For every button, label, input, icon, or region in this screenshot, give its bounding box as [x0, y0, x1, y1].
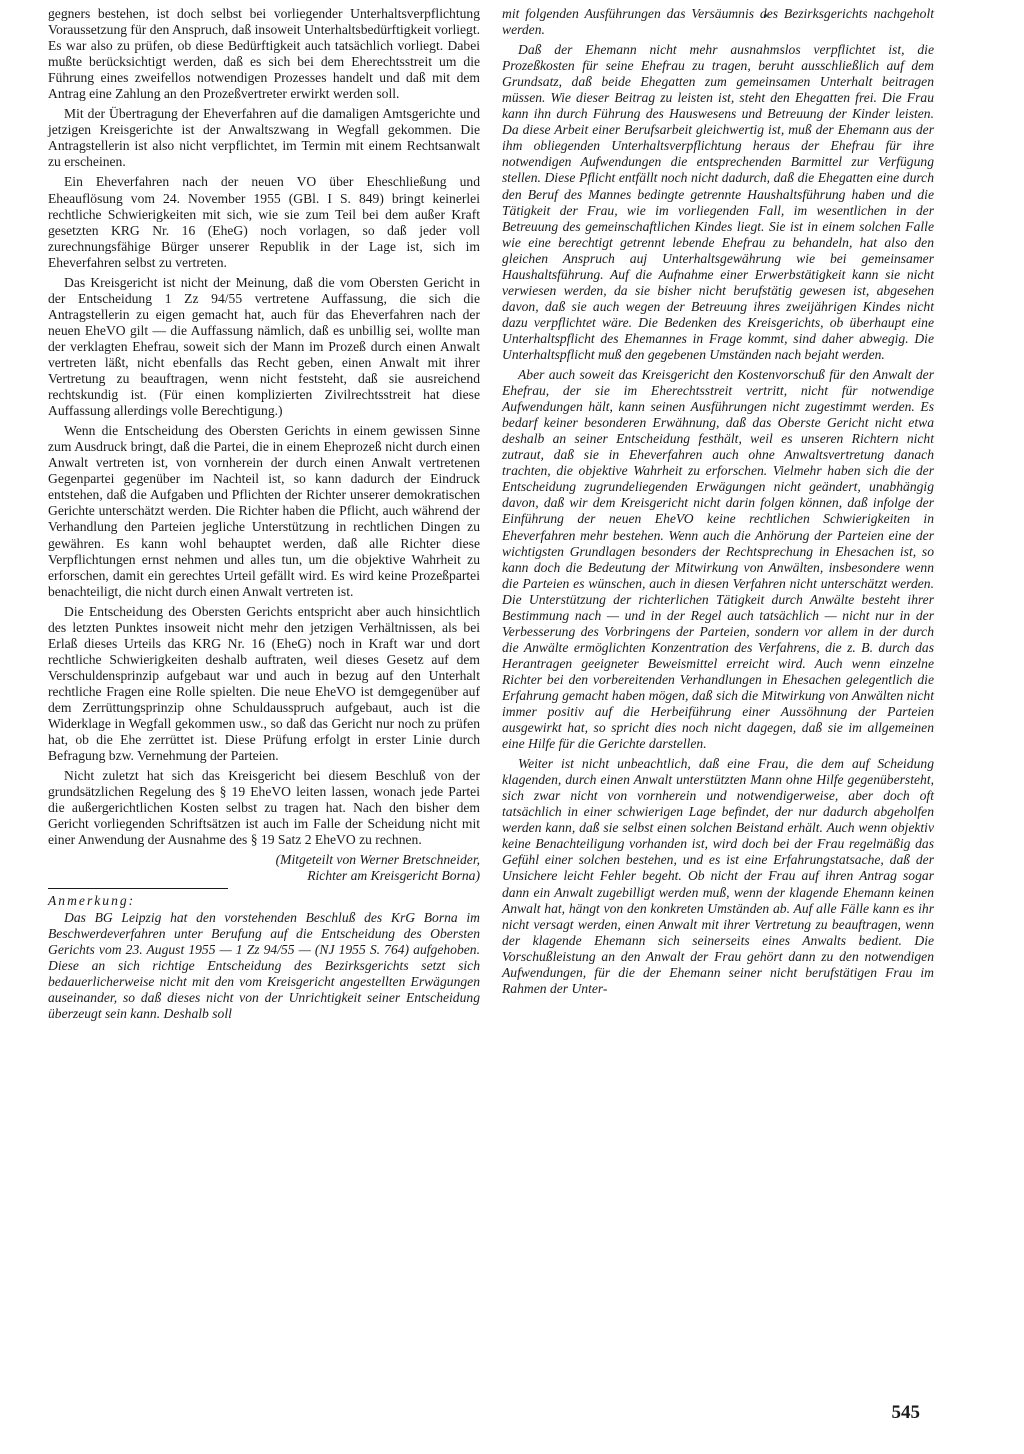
attribution-line: Richter am Kreisgericht Borna) [307, 868, 480, 884]
attribution-line: (Mitgeteilt von Werner Bretschneider, [275, 852, 480, 868]
paragraph: Daß der Ehemann nicht mehr ausnahmslos verpflichtet ist, die Prozeßkosten für seine Ehefrau zu tragen, beruht ausschließlich auf dem Grundsatz, daß beide Ehegatten zum gemeinsamen Unterhalt beitragen müssen. Wie dieser Beitrag zu leisten ist, steht den Ehegatten frei. Die Frau kann ihn durch Führung des Hauswesens und Betreuung der Kinder leisten. Da diese Arbeit einer Berufsarbeit gleichwertig ist, muß der Ehemann aus der ihm obliegenden Unterhaltsverpflichtung heraus der Ehefrau für ihre notwendigen Aufwendungen die entsprechenden Barmittel zur Verfügung stellen. Diese Pflicht entfällt noch nicht dadurch, daß die Ehegatten eine durch den Beruf des Mannes bedingte getrennte Haushaltsführung haben und die Tätigkeit der Frau, wie im vorliegenden Fall, im wesentlichen in der Betreuung des gemeinschaftlichen Kindes liegt. Sie ist in einem solchen Falle wie eine berechtigt getrennt lebende Ehefrau zu behandeln, hat also den gleichen Anspruch auj Unterhaltsgewährung wie bei gemeinsamer Haushaltsführung. Auf die Aufnahme einer Erwerbstätigkeit kann sie nicht verwiesen werden, da sie bisher nicht berufstätig gewesen ist, abgesehen davon, daß sie auch wegen der Betreuung ihres zweijährigen Kindes nicht dazu verpflichtet wäre. Die Bedenken des Kreisgerichts, ob überhaupt eine Unterhaltspflicht des Ehemannes in Frage kommt, sind daher abwegig. Die Unterhaltspflicht muß den gegebenen Umständen nach bejaht werden. [502, 42, 934, 362]
annotation-paragraph: Das BG Leipzig hat den vorstehenden Beschluß des KrG Borna im Beschwerdeverfahren unter Berufung auf die Entscheidung des Obersten Gerichts vom 23. August 1955 — 1 Zz 94/55 — (NJ 1955 S. 764) aufgehoben. Diese an sich richtige Entscheidung des Bezirksgerichts setzt sich bedauerlicherweise nicht mit den vom Kreisgericht angestellten Erwägungen auseinander, so daß dieses nicht von der Unrichtigkeit seiner Entscheidung überzeugt sein kann. Deshalb soll [48, 909, 480, 1021]
paragraph: Nicht zuletzt hat sich das Kreisgericht bei diesem Beschluß von der grundsätzlichen Regelung des § 19 EheVO leiten lassen, wonach jede Partei die außergerichtlichen Kosten selbst zu tragen hat. Nach den bisher dem Gericht vorliegenden Schriftsätzen ist auch im Falle der Scheidung nicht mit einer Anwendung der Ausnahme des § 19 Satz 2 EheVO zu rechnen. [48, 768, 480, 848]
paragraph: Mit der Übertragung der Eheverfahren auf die damaligen Amtsgerichte und jetzigen Kreisgerichte ist der Anwaltszwang in Wegfall gekommen. Die Antragstellerin ist also nicht verpflichtet, im Termin mit einem Rechtsanwalt zu erscheinen. [48, 106, 480, 170]
paragraph: Die Entscheidung des Obersten Gerichts entspricht aber auch hinsichtlich des letzten Punktes insoweit nicht mehr den jetzigen Verhältnissen, als bei Erlaß dieses Urteils das KRG Nr. 16 (EheG) noch in Kraft war und dort rechtliche Schwierigkeiten deshalb auftraten, weil dieses Gesetz auf dem Verschuldensprinzip aufgebaut war und auch in bezug auf den Unterhalt rechtliche Fragen eine Rolle spielten. Die neue EheVO ist demgegenüber auf dem Zerrüttungsprinzip ohne Schuldausspruch aufgebaut, auch ist die Widerklage in Wegfall gekommen usw., so daß das Gericht nur noch zu prüfen hat, ob die Ehe zerrüttet ist. Diese Prüfung erfolgt in erster Linie durch Befragung bzw. Vernehmung der Parteien. [48, 603, 480, 764]
author-attribution [48, 852, 480, 884]
section-divider [48, 888, 228, 889]
paragraph: Weiter ist nicht unbeachtlich, daß eine Frau, die dem auf Scheidung klagenden, durch einen Anwalt unterstützten Mann ohne Hilfe gegenübersteht, sich zwar nicht von vornherein und notwendigerweise, aber doch oft tatsächlich in einer schwierigen Lage befindet, der nur dadurch abgeholfen werden kann, daß sie selbst einen solchen Beistand erhält. Auch wenn objektiv keine Benachteiligung vorhanden ist, wird doch bei der Frau regelmäßig das Gefühl einer solchen bestehen, und es ist eine Erfahrungstatsache, daß der Unsichere leicht Fehler begeht. Ob nicht der Frau auf ihren Antrag sogar dann ein Anwalt zugebilligt werden muß, wenn der klagende Ehemann keinen Anwalt hat, hängt von den konkreten Umständen ab. Auf alle Fälle kann es ihr nicht versagt werden, einen Anwalt mit ihrer Vertretung zu beauftragen, wenn der klagende Ehemann sich seinerseits eines Anwalts bedient. Die Vorschußleistung an den Anwalt der Frau gehört dann zu den notwendigen Aufwendungen, für die der Ehemann seiner nicht berufstätigen Frau im Rahmen der Unter- [502, 756, 934, 996]
paragraph: Wenn die Entscheidung des Obersten Gerichts in einem gewissen Sinne zum Ausdruck bringt, daß die Partei, die in einem Eheprozeß nicht durch einen Anwalt vertreten ist, von vornherein der durch einen Anwalt vertretenen Gegenpartei gegenüber im Nachteil ist, so kann dadurch der Eindruck entstehen, daß die Aufgaben und Pflichten der Richter unserer demokratischen Gerichte unterschätzt werden. Die Richter haben die Pflicht, auch während der Verhandlung den Parteien jegliche Unterstützung in rechtlichen Dingen zu gewähren. Es kann wohl behauptet werden, daß alle Richter diese Verpflichtungen ernst nehmen und alles tun, um die objektive Wahrheit zu erforschen, damit ein gerechtes Urteil gefällt wird. Es wird keine Prozeßpartei benachteiligt, die nicht durch einen Anwalt vertreten ist. [48, 423, 480, 599]
right-column [502, 6, 934, 997]
paragraph: gegners bestehen, ist doch selbst bei vorliegender Unterhaltsverpflichtung Voraussetzung für den Anspruch, daß insoweit Unterhaltsbedürftigkeit vorliegt. Es war also zu prüfen, ob diese Bedürftigkeit auch tatsächlich vorliegt. Dabei mußte berücksichtigt werden, daß es sich bei dem Eherechtsstreit um die Führung eines zweifellos notwendigen Prozesses handelt und daß mit dem Antrag eine Zahlung an den Prozeßvertreter erwirkt werden soll. [48, 6, 481, 102]
page-number: 545 [891, 1402, 920, 1423]
paragraph: Aber auch soweit das Kreisgericht den Kostenvorschuß für den Anwalt der Ehefrau, der sie im Eherechtsstreit vertritt, nicht für notwendige Aufwendungen hält, kann seinen Ausführungen nicht zugestimmt werden. Es bedarf keiner besonderen Erwähnung, daß das Oberste Gericht nicht etwa deshalb an seiner Entscheidung festhält, weil es unseren Richtern nicht zutraut, daß sie in Eheverfahren auch ohne Anwaltsvertretung danach trachten, die objektive Wahrheit zu erforschen. Vielmehr haben sich die der Entscheidung zugrundeliegenden Erwägungen nicht geändert, unabhängig davon, daß wir dem Kreisgericht nicht darin folgen können, daß infolge der Einführung der neuen EheVO keine rechtlichen Schwierigkeiten in Eheverfahren mehr bestehen. Wenn auch die Anhörung der Parteien eine der wichtigsten Grundlagen besonders der Rechtsprechung in Ehesachen ist, so kann doch die Bedeutung der Mitwirkung von Anwälten, insbesondere wenn die Parteien es wünschen, auch in diesen Verfahren nicht unterschätzt werden. Die Unterstützung der richterlichen Tätigkeit durch Anwälte besteht ihrer Bestimmung nach — und in der Regel auch tatsächlich — nicht nur in der Verbesserung des Vorbringens der Parteien, sondern vor allem in der durch die Anwälte ermöglichten Konzentration des Verfahrens, die z. B. durch das Herantragen geeigneter Beweismittel erreicht wird. Auch wenn einzelne Richter bei den vorbereitenden Verhandlungen in Ehesachen gelegentlich die Erfahrung gemacht haben mögen, daß sich die Mitwirkung von Anwälten nicht immer positiv auf die Herbeiführung einer Aussöhnung der Parteien ausgewirkt hat, so spricht dies noch nicht dagegen, daß sie im allgemeinen eine Hilfe für die Gerichte darstellen. [502, 367, 934, 752]
paragraph: mit folgenden Ausführungen das Versäumnis des Bezirksgerichts nachgeholt werden. [502, 6, 934, 38]
paragraph: Das Kreisgericht ist nicht der Meinung, daß die vom Obersten Gericht in der Entscheidung 1 Zz 94/55 vertretene Auffassung, die sich die Antragstellerin zu eigen gemacht hat, auch für das Eheverfahren nach der neuen EheVO gilt — die Auffassung nämlich, daß es unbillig sei, wollte man der verklagten Ehefrau, soweit sich der Mann im Prozeß durch einen Anwalt vertreten läßt, nicht ebenfalls das Recht geben, einen Anwalt mit ihrer Vertretung zu beauftragen, wenn nicht feststeht, daß sie ausreichend rechtskundig ist. (Für einen komplizierten Zivilrechtsstreit hat diese Auffassung allerdings volle Berechtigung.) [48, 274, 480, 419]
annotation-heading: Anmerkung: [48, 893, 136, 909]
left-column [48, 6, 480, 1022]
paragraph: Ein Eheverfahren nach der neuen VO über Eheschließung und Eheauflösung vom 24. November 1955 (GBl. I S. 849) bringt keinerlei rechtliche Schwierigkeiten mit sich, wie sie zum Teil bei dem außer Kraft gesetzten KRG Nr. 16 (EheG) noch vorlagen, so daß jeder voll zurechnungsfähige Bürger unserer Republik in der Lage ist, sich im Eheverfahren selbst zu vertreten. [48, 174, 480, 270]
